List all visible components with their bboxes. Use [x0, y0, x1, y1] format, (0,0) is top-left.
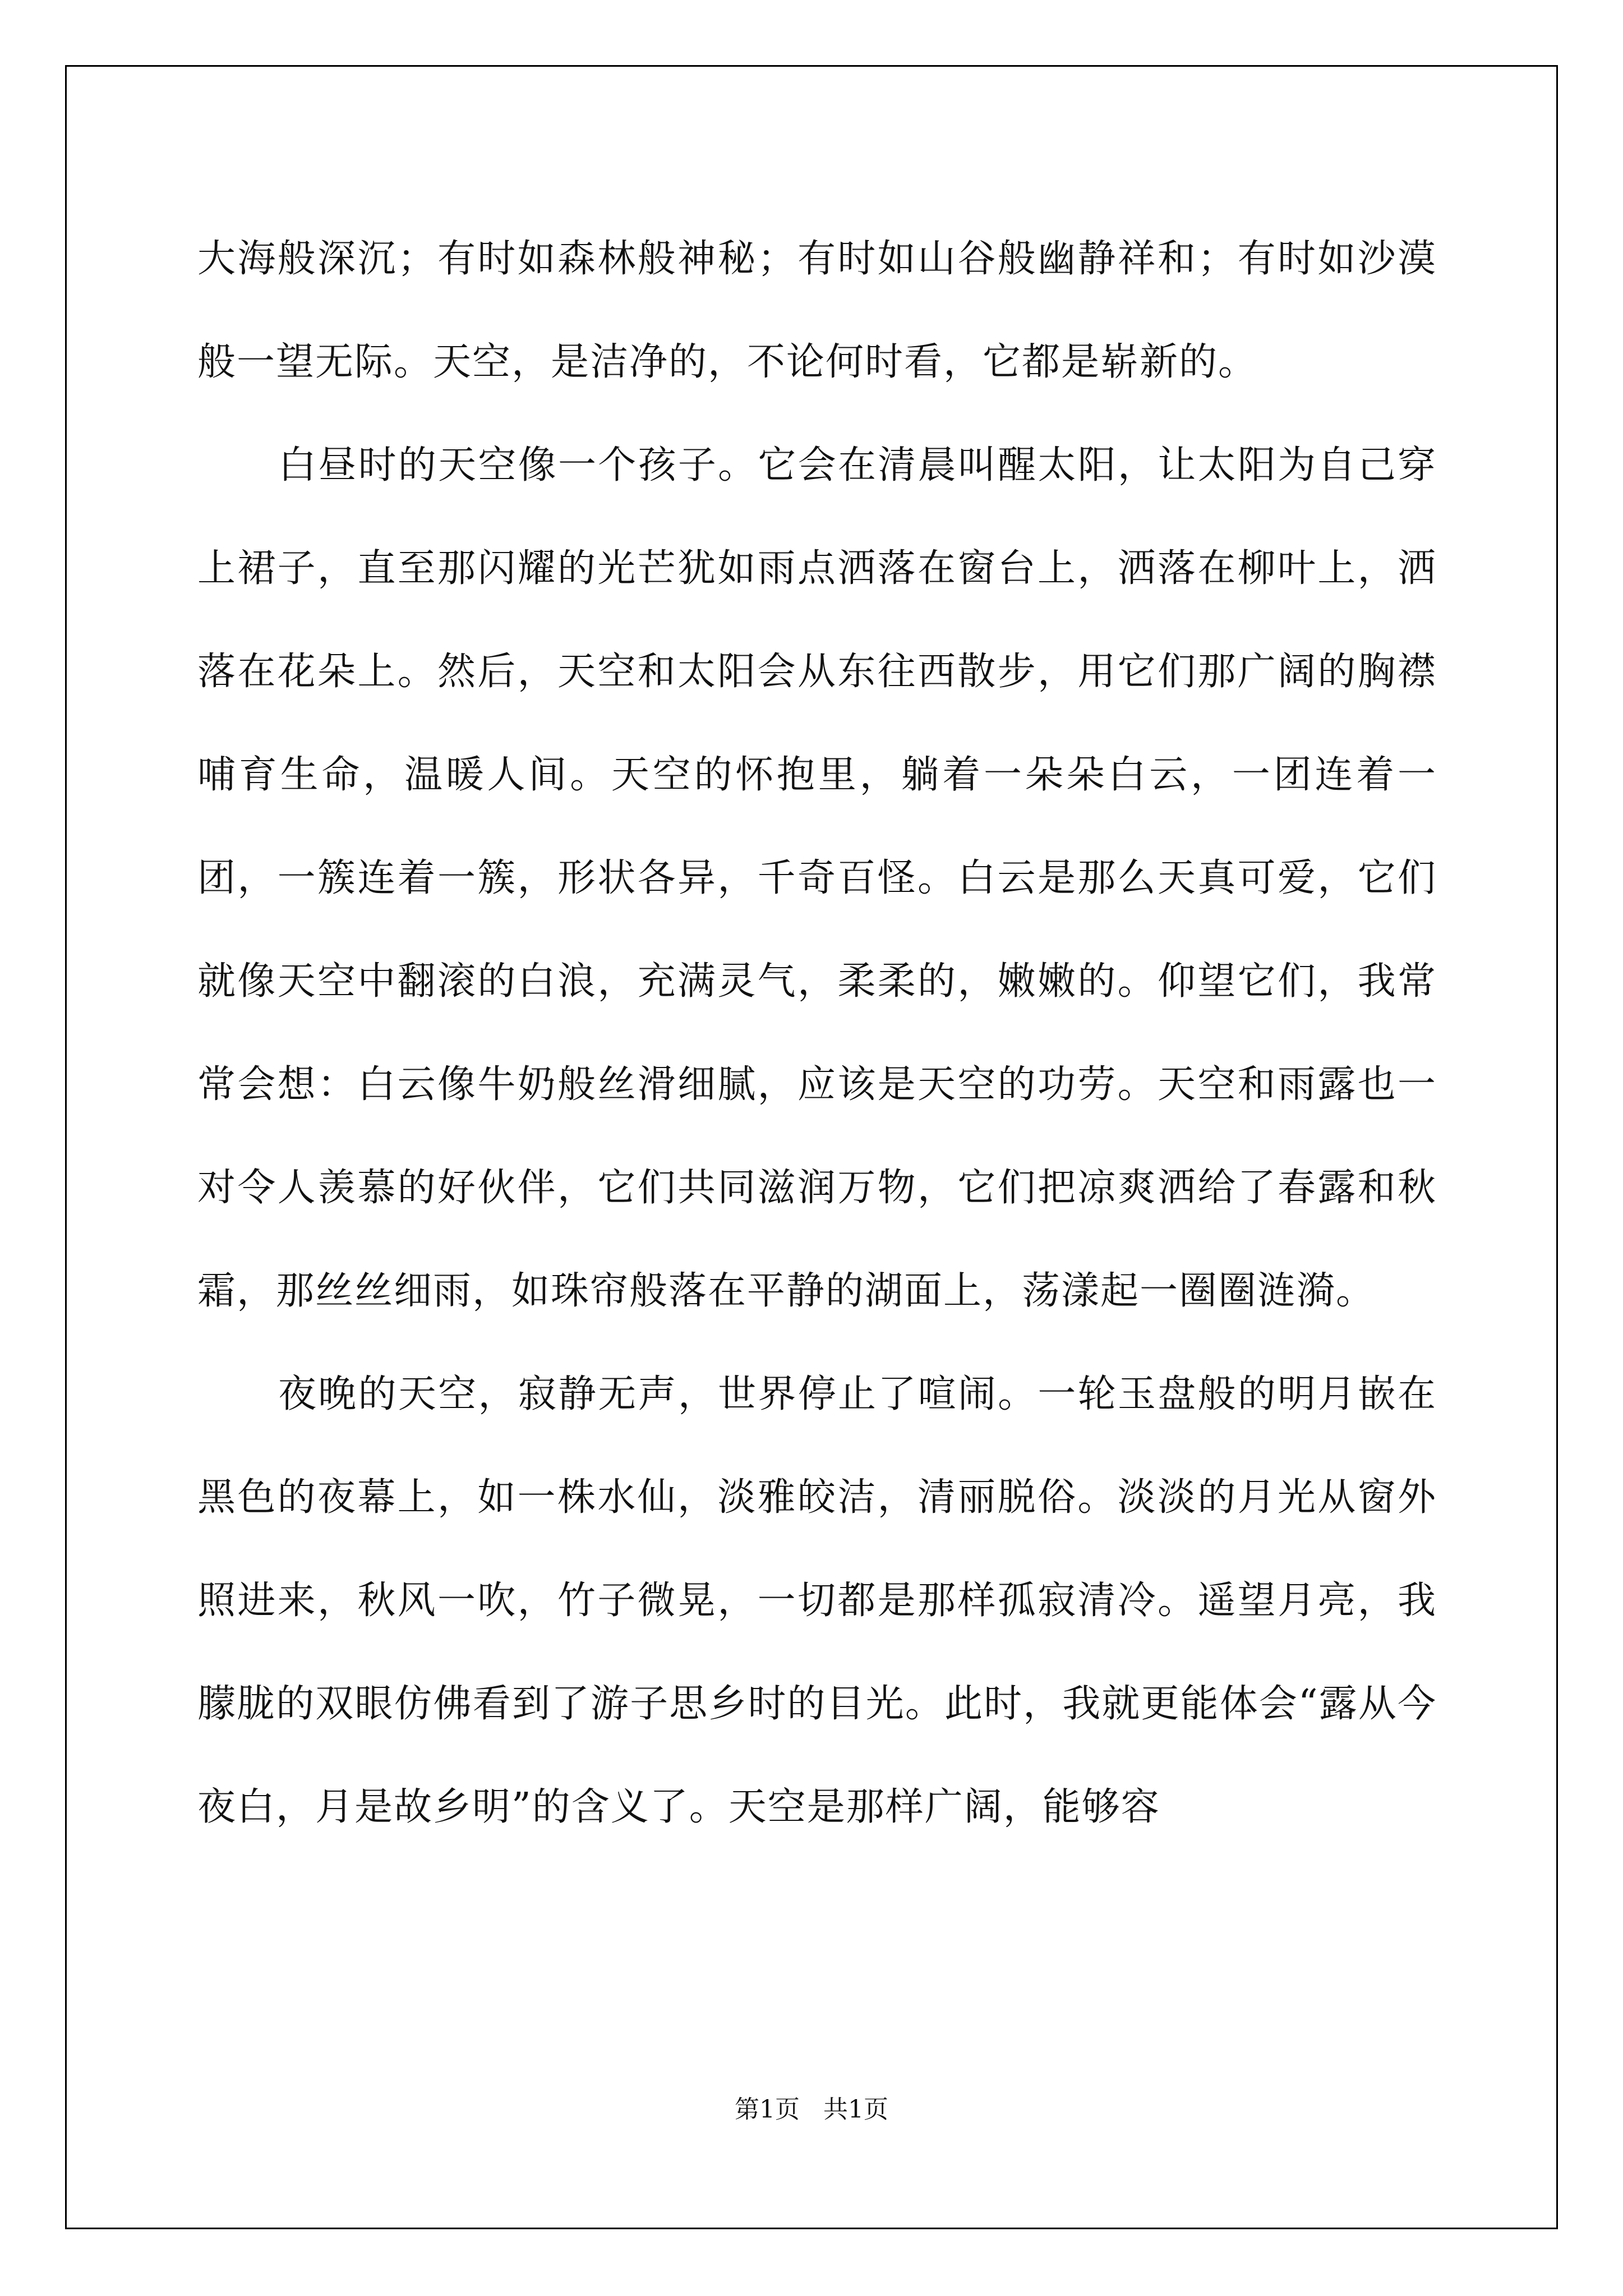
paragraph-2: 白昼时的天空像一个孩子。它会在清晨叫醒太阳，让太阳为自己穿上裙子，直至那闪耀的光芒犹如雨点洒落在窗台上，洒落在柳叶上，洒落在花朵上。然后，天空和太阳会从东往西散步，用它们那广阔的胸襟哺育生命，温暖人间。天空的怀抱里，躺着一朵朵白云，一团连着一团，一簇连着一簇，形状各异，千奇百怪。白云是那么天真可爱，它们就像天空中翻滚的白浪，充满灵气，柔柔的，嫩嫩的。仰望它们，我常常会想：白云像牛奶般丝滑细腻，应该是天空的功劳。天空和雨露也一对令人羡慕的好伙伴，它们共同滋润万物，它们把凉爽洒给了春露和秋霜，那丝丝细雨，如珠帘般落在平静的湖面上，荡漾起一圈圈涟漪。	[197, 443, 1437, 1313]
paragraph-1: 大海般深沉；有时如森林般神秘；有时如山谷般幽静祥和；有时如沙漠般一望无际。天空，是洁净的，不论何时看，它都是崭新的。	[197, 237, 1437, 384]
paragraph-3: 夜晚的天空，寂静无声，世界停止了喧闹。一轮玉盘般的明月嵌在黑色的夜幕上，如一株水仙，淡雅皎洁，清丽脱俗。淡淡的月光从窗外照进来，秋风一吹，竹子微晃，一切都是那样孤寂清冷。遥望月亮，我朦胧的双眼仿佛看到了游子思乡时的目光。此时，我就更能体会“露从今夜白，月是故乡明”的含义了。天空是那样广阔，能够容	[197, 1372, 1437, 1829]
document-body	[197, 208, 1437, 1859]
page-number-footer: 第1页 共1页	[735, 2095, 888, 2124]
